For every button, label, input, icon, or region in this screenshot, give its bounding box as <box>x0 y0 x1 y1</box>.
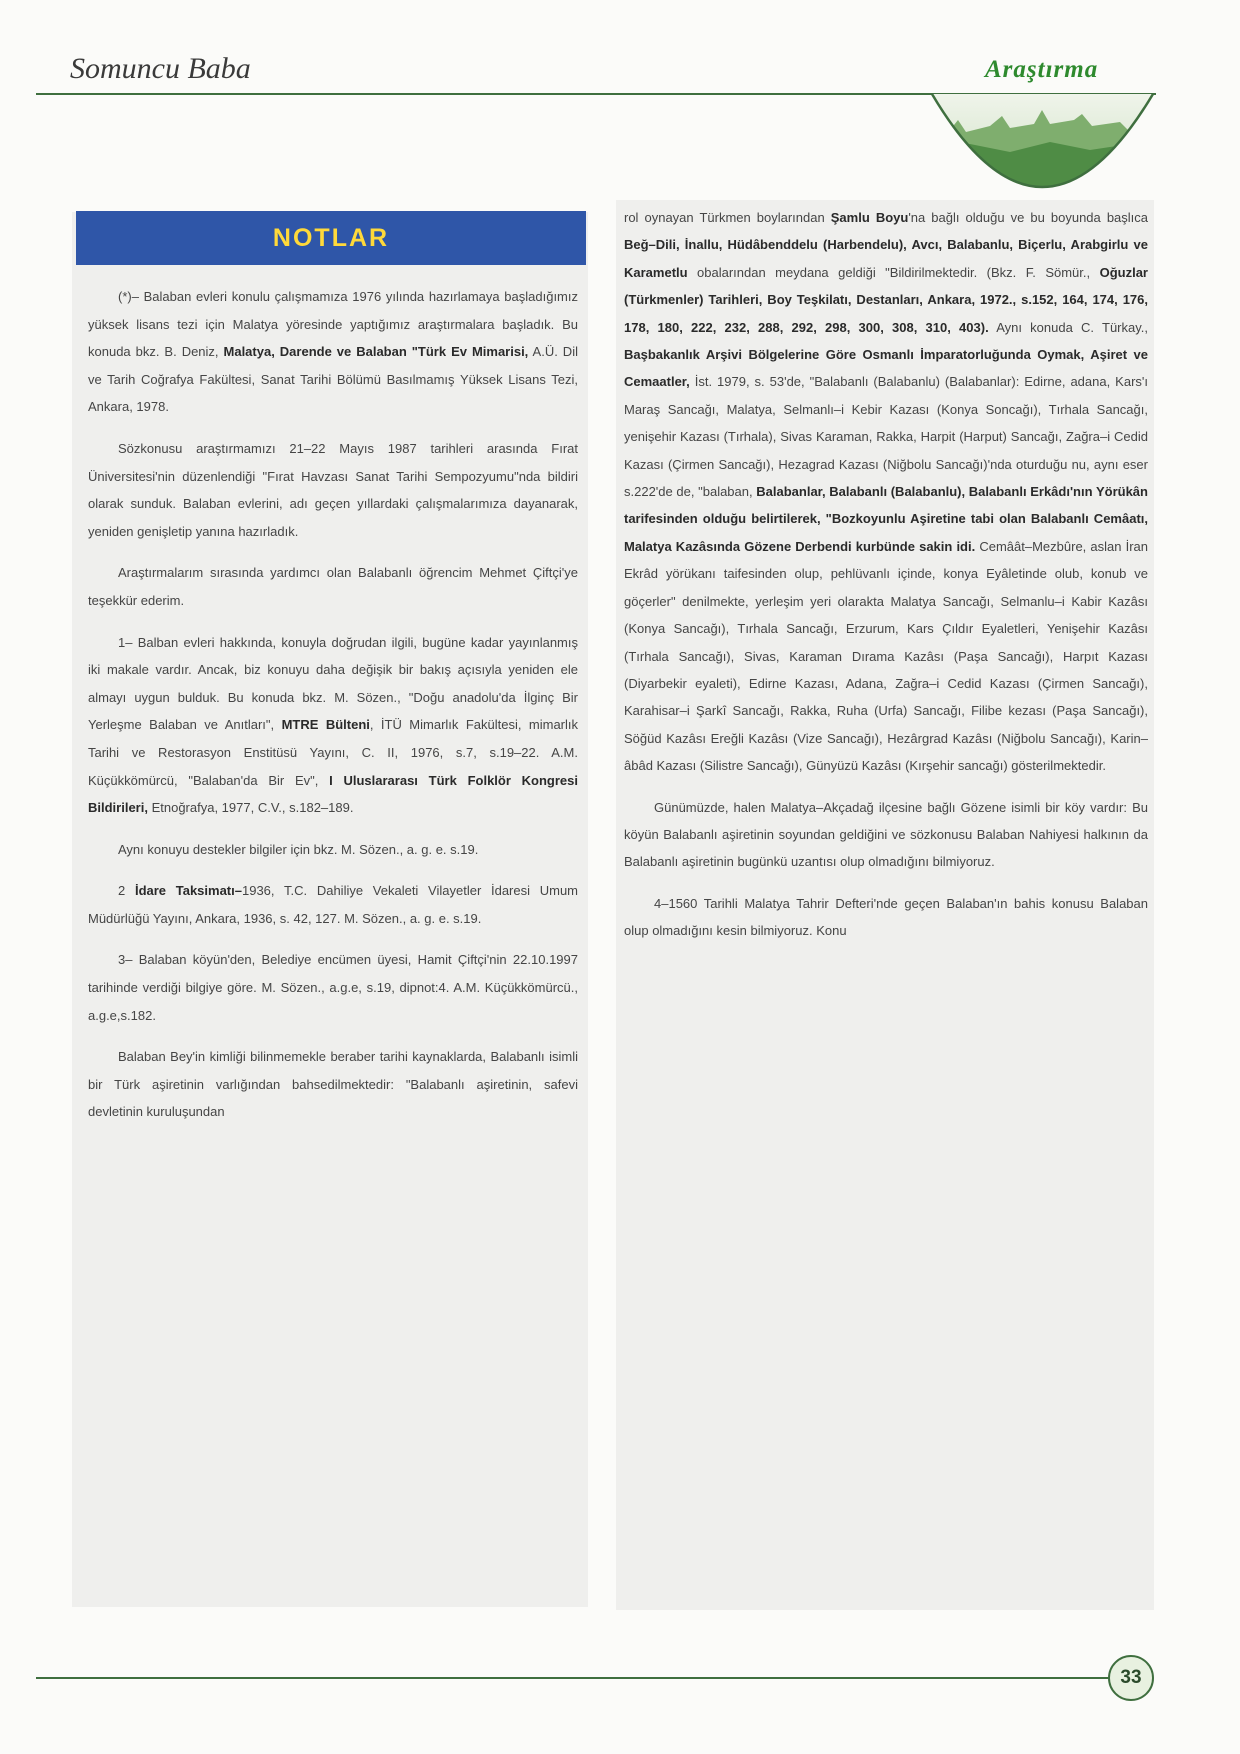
bold-text: Balabanlar, Balabanlı (Balabanlu), Balabanlı Erkâdı'nın Yörükân tarifesinden olduğu belirtilerek, "Bozkoyunlu Aşiretine tabi olan Balabanlı Cemâatı, Malatya Kazâsında Gözene Derbendi kurbünde sakin idi. <box>624 484 1148 554</box>
text-run: Balaban Bey'in kimliği bilinmemekle beraber tarihi kaynaklarda, Balabanlı isimli bir Türk aşiretinin varlığından bahsedilmektedir: "Balabanlı aşiretinin, safevi devletinin kuruluşundan <box>88 1049 578 1120</box>
paragraph <box>624 794 1148 876</box>
bold-text: Malatya, Darende ve Balaban "Türk Ev Mimarisi, <box>223 344 529 360</box>
text-run: Aynı konuyu destekler bilgiler için bkz. M. Sözen., a. g. e. s.19. <box>118 841 479 857</box>
text-run: 'na bağlı olduğu ve bu boyunda başlıca <box>908 210 1149 225</box>
text-run: 4–1560 Tarihli Malatya Tahrir Defteri'nde geçen Balaban'ın bahis konusu Balaban olup olmadığını kesin bilmiyoruz. Konu <box>624 895 1148 939</box>
paragraph <box>88 629 578 822</box>
text-run: A.Ü. Dil ve Tarih Coğrafya Fakültesi, Sanat Tarihi Bölümü Basılmamış Yüksek Lisans Tezi, Ankara, 1978. <box>88 344 578 415</box>
bold-text: Beğ–Dili, İnallu, Hüdâbenddelu (Harbendelu), Avcı, Balabanlu, Biçerlu, Arabgirlu ve Karametlu <box>624 237 1148 280</box>
text-run: Aynı konuda C. Türkay., <box>988 319 1148 335</box>
paragraph <box>88 836 578 864</box>
bold-text: MTRE Bülteni <box>281 717 370 733</box>
text-run: rol oynayan Türkmen boylarından <box>624 210 831 225</box>
paragraph <box>88 435 578 545</box>
text-run: Günümüzde, halen Malatya–Akçadağ ilçesine bağlı Gözene isimli bir köy vardır: Bu köyün Balabanlı aşiretinin soyundan geldiğini ve sözkonusu Balaban Nahiyesi halkının da Balabanlı aşiretinin bugünkü uzantısı olup olmadığını bilmiyoruz. <box>624 799 1148 870</box>
text-run: 1– Balban evleri hakkında, konuyla doğrudan ilgili, bugüne kadar yayınlanmış iki makale vardır. Ancak, biz konuyu daha değişik bir bakış açısıyla yeniden ele almayı uygun bulduk. Bu konuda bkz. M. Sözen., "Doğu anadolu'da İlginç Bir Yerleşme Balaban ve Anıtları", <box>88 634 578 733</box>
right-column-text <box>624 204 1148 959</box>
page-number-badge <box>1108 1655 1154 1701</box>
left-column-text <box>88 283 578 1140</box>
section-tag: Araştırma <box>985 56 1099 83</box>
text-run: Etnoğrafya, 1977, C.V., s.182–189. <box>147 800 354 816</box>
text-run: Cemâât–Mezbûre, aslan İran Ekrâd yörükanı taifesinden olup, pehlüvanlı içinde, konya Eyâletinde olub, konub ve göçerler" denilmekte, yerleşim yeri olarakta Malatya Sancağı, Selmanlu–i Kabir Kazâsı (Konya Sancağı), Tırhala Sancağı, Erzurum, Kars Çıldır Eyaletleri, Yenişehir Kazâsı (Tırhala Sancağı), Sivas, Karaman Dırama Kazâsı (Paşa Sancağı), Harpıt Kazası (Diyarbekir eyaleti), Edirne Kazası, Adana, Zağra–i Cedid Kazası (Çirmen Sancağı), Karahisar–i Şarkî Sancağı, Rakka, Ruha (Urfa) Sancağı, Filibe kezası (Paşa Sancağı), Söğüd Kazâsı Ereğli Kazâsı (Vize Sancağı), Hezârgrad Kazâsı (Niğbolu Sancağı), Karin–âbâd Kazası (Silistre Sancağı), Günyüzü Kazâsı (Kırşehir sancağı) gösterilmektedir. <box>624 538 1148 774</box>
text-run: Araştırmalarım sırasında yardımcı olan Balabanlı öğrencim Mehmet Çiftçi'ye teşekkür ederim. <box>88 565 578 608</box>
notes-heading: NOTLAR <box>272 223 390 252</box>
magazine-title: Somuncu Baba <box>70 52 251 85</box>
bold-text: İdare Taksimatı– <box>134 883 242 899</box>
paragraph <box>88 559 578 614</box>
text-run: 2 <box>118 883 135 899</box>
paragraph <box>88 1043 578 1126</box>
bold-text: Başbakanlık Arşivi Bölgelerine Göre Osmanlı İmparatorluğunda Oymak, Aşiret ve Cemaatler, <box>624 347 1148 390</box>
page-number: 33 <box>1120 1667 1142 1688</box>
bold-text: Oğuzlar (Türkmenler) Tarihleri, Boy Teşkilatı, Destanları, Ankara, 1972., s.152, 164, 174, 176, 178, 180, 222, 232, 288, 292, 298, 300, 308, 310, 403). <box>624 264 1148 335</box>
footer-rule <box>36 1677 1116 1679</box>
text-run: 1936, T.C. Dahiliye Vekaleti Vilayetler İdaresi Umum Müdürlüğü Yayını, Ankara, 1936, s. 42, 127. M. Sözen., a. g. e. s.19. <box>88 883 578 926</box>
text-run: İst. 1979, s. 53'de, "Balabanlı (Balabanlu) (Balabanlar): Edirne, adana, Kars'ı Maraş Sancağı, Malatya, Selmanlı–i Kebir Kazası (Konya Soncağı), Tırhala Sancağı, yenişehir Kazası (Tırhala), Sivas Karaman, Rakka, Harpit (Harput) Sancağı, Zağra–i Cedid Kazası (Çirmen Sancağı), Hezagrad Kazası (Niğbolu Sancağı)'nda oturduğu nu, aynı eser s.222'de de, "balaban, <box>624 374 1148 500</box>
bold-text: I Uluslararası Türk Folklör Kongresi Bildirileri, <box>88 772 578 816</box>
paragraph <box>88 283 578 421</box>
text-run: , İTÜ Mimarlık Fakültesi, mimarlık Tarihi ve Restorasyon Enstitüsü Yayını, C. II, 1976, s.7, s.19–22. A.M. Küçükkömürcü, "Balaban'da Bir Ev", <box>88 717 579 788</box>
text-run: Sözkonusu araştırmamızı 21–22 Mayıs 1987 tarihleri arasında Fırat Üniversitesi'nin düzenlendiği "Fırat Havzası Sanat Tarihi Sempozyumu"nda bildiri olarak sunduk. Balaban evlerini, adı geçen yıllardaki çalışmalarımıza dayanarak, yeniden genişletip yanına hazırladık. <box>88 440 578 539</box>
notes-heading-bar <box>76 211 586 265</box>
bold-text: Şamlu Boyu <box>830 210 909 225</box>
paragraph <box>624 204 1148 780</box>
text-run: (*)– Balaban evleri konulu çalışmamıza 1976 yılında hazırlamaya başladığımız yüksek lisans tezi için Malatya yöresinde yaptığımız araştırmalara başladık. Bu konuda bkz. B. Deniz, <box>88 289 578 360</box>
text-run: 3– Balaban köyün'den, Belediye encümen üyesi, Hamit Çiftçi'nin 22.10.1997 tarihinde verdiği bilgiye göre. M. Sözen., a.g.e, s.19, dipnot:4. A.M. Küçükkömürcü., a.g.e,s.182. <box>88 952 578 1023</box>
paragraph <box>88 877 578 932</box>
paragraph <box>624 890 1148 945</box>
green-landscape-emblem-icon <box>930 80 1155 190</box>
paragraph <box>88 946 578 1029</box>
text-run: obalarından meydana geldiği "Bildirilmektedir. (Bkz. F. Sömür., <box>687 264 1100 280</box>
